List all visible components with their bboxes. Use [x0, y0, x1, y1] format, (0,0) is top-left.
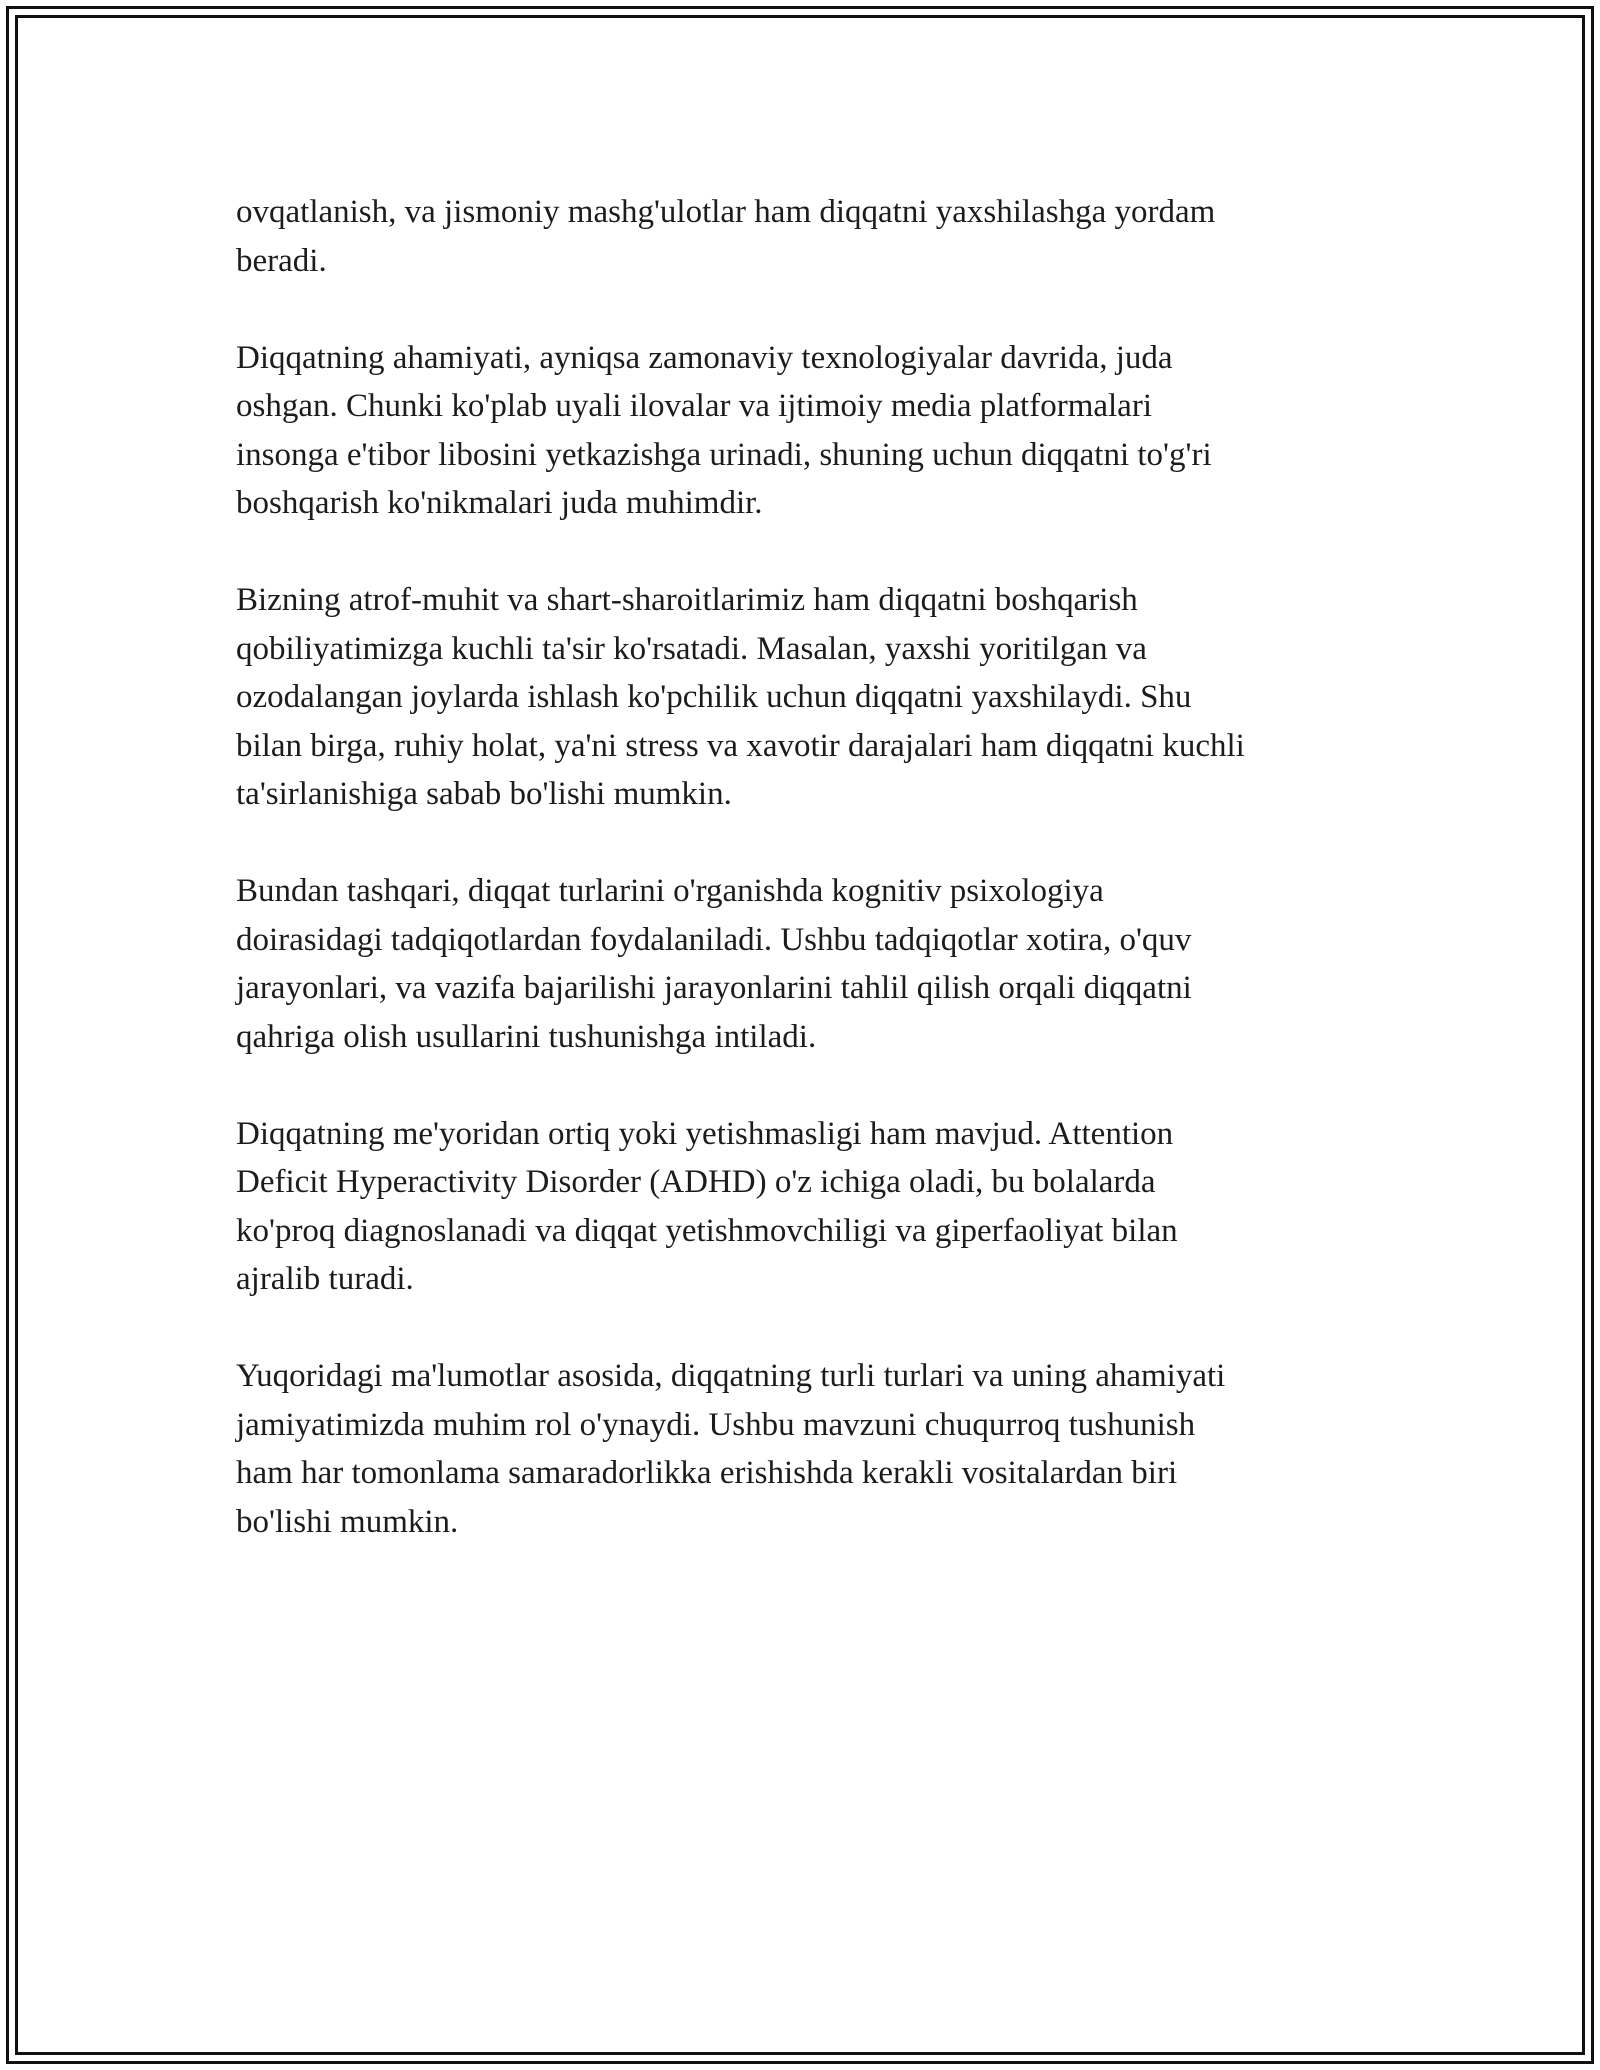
paragraph-4: Bundan tashqari, diqqat turlarini o'rganishda kognitiv psixologiya doirasidagi tadqiqotlardan foydalaniladi. Ushbu tadqiqotlar xotira, o'quv jarayonlari, va vazifa bajarilishi jarayonlarini tahlil qilish orqali diqqatni qahriga olish usullarini tushunishga intiladi. — [236, 873, 1192, 1055]
paragraph-5: Diqqatning me'yoridan ortiq yoki yetishmasligi ham mavjud. Attention Deficit Hyperactivity Disorder (ADHD) o'z ichiga oladi, bu bolalarda ko'proq diagnoslanadi va diqqat yetishmovchiligi va giperfaoliyat bilan ajralib turadi. — [236, 1115, 1178, 1297]
document-body — [236, 188, 1376, 1595]
paragraph-1: ovqatlanish, va jismoniy mashg'ulotlar ham diqqatni yaxshilashga yordam beradi. — [236, 194, 1216, 279]
paragraph-6: Yuqoridagi ma'lumotlar asosida, diqqatning turli turlari va uning ahamiyati jamiyatimizda muhim rol o'ynaydi. Ushbu mavzuni chuqurroq tushunish ham har tomonlama samaradorlikka erishishda kerakli vositalardan biri bo'lishi mumkin. — [236, 1358, 1226, 1540]
paragraph-2: Diqqatning ahamiyati, ayniqsa zamonaviy texnologiyalar davrida, juda oshgan. Chunki ko'plab uyali ilovalar va ijtimoiy media platformalari insonga e'tibor libosini yetkazishga urinadi, shuning uchun diqqatni to'g'ri boshqarish ko'nikmalari juda muhimdir. — [236, 339, 1212, 521]
paragraph-3: Bizning atrof-muhit va shart-sharoitlarimiz ham diqqatni boshqarish qobiliyatimizga kuchli ta'sir ko'rsatadi. Masalan, yaxshi yoritilgan va ozodalangan joylarda ishlash ko'pchilik uchun diqqatni yaxshilaydi. Shu bilan birga, ruhiy holat, ya'ni stress va xavotir darajalari ham diqqatni kuchli ta'sirlanishiga sabab bo'lishi mumkin. — [236, 582, 1245, 812]
